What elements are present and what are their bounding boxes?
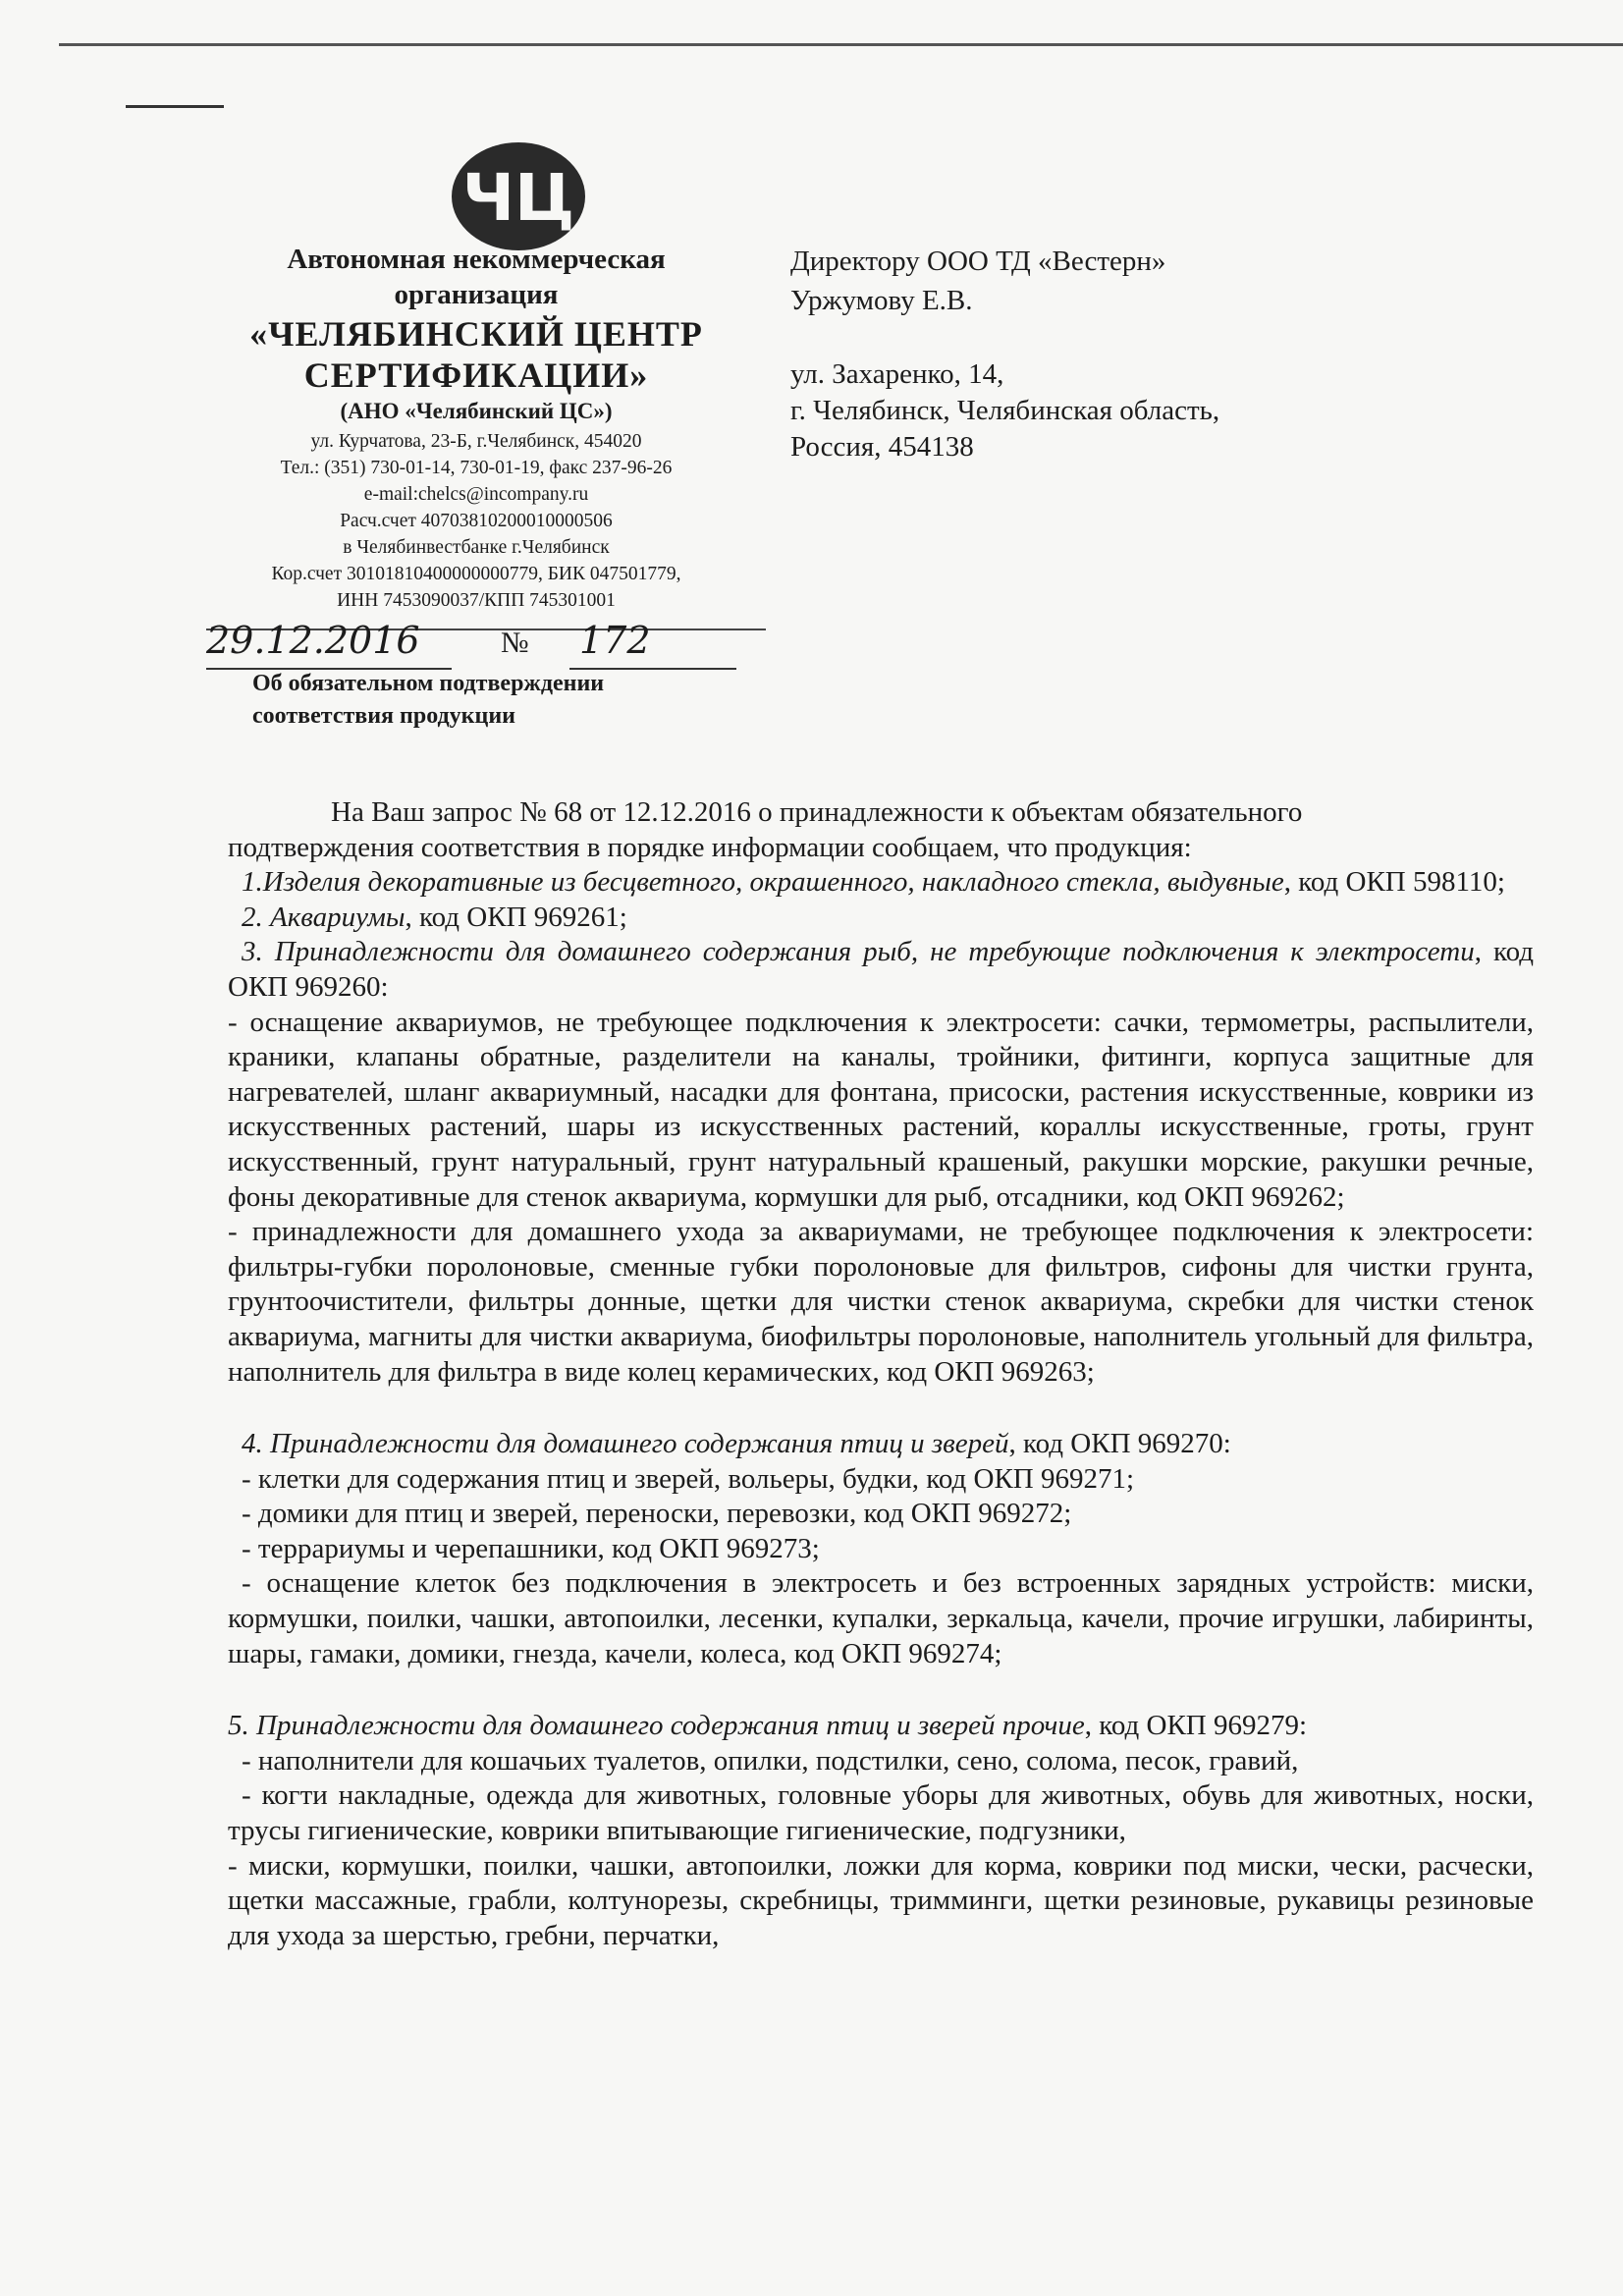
item-3-code: , код ОКП 969260: — [228, 936, 1534, 1003]
logo-text: ЧЦ — [461, 160, 575, 236]
chcs-logo-icon — [448, 137, 590, 255]
addressee-address — [790, 356, 1219, 465]
item-1-title: 1.Изделия декоративные из бесцветного, окрашенного, накладного стекла, выдувные — [242, 866, 1284, 899]
org-account: Расч.счет 40703810200010000506 — [340, 511, 613, 531]
addressee-street: ул. Захаренко, 14, — [790, 358, 1004, 390]
addressee-name: Уржумову Е.В. — [790, 285, 973, 316]
paragraph-gap — [228, 1671, 1534, 1709]
org-type-line1: Автономная некоммерческая — [287, 244, 666, 275]
item-4-sub-2: - домики для птиц и зверей, переноски, перевозки, код ОКП 969272; — [242, 1498, 1072, 1530]
item-5-code: , код ОКП 969279: — [1084, 1710, 1308, 1742]
addressee-city: г. Челябинск, Челябинская область, — [790, 395, 1220, 426]
item-4-sub-3: - террариумы и черепашники, код ОКП 969273; — [242, 1532, 820, 1564]
org-corr-account: Кор.счет 30101810400000000779, БИК 047501779, — [271, 564, 681, 584]
letter-number: 172 — [579, 619, 651, 662]
letter-subject — [252, 668, 604, 733]
org-inn: ИНН 7453090037/КПП 745301001 — [337, 590, 616, 611]
org-address: ул. Курчатова, 23-Б, г.Челябинск, 454020 — [310, 431, 642, 452]
addressee-position: Директору ООО ТД «Вестерн» — [790, 246, 1166, 277]
org-bank: в Челябинвестбанке г.Челябинск — [343, 537, 610, 558]
item-1-code: , код ОКП 598110; — [1283, 866, 1505, 899]
org-name-line2: СЕРТИФИКАЦИИ» — [303, 355, 649, 395]
item-3-title: 3. Принадлежности для домашнего содержания рыб, не требующие подключения к электросети — [242, 936, 1475, 968]
margin-dash — [126, 105, 224, 108]
subject-line2: соответствия продукции — [252, 703, 515, 729]
org-type-line2: организация — [394, 279, 559, 310]
addressee-country: Россия, 454138 — [790, 431, 974, 463]
item-2-title: 2. Аквариумы — [242, 901, 406, 933]
item-3-sub-2: - принадлежности для домашнего ухода за аквариумами, не требующее подключения к электросети: фильтры-губки поролоновые, сменные губки поролоновые для фильтров, сифоны для чистки грунта, грунтоочистители, фильтры донные, щетки для чистки стенок аквариума, скребки для чистки стенок аквариума, магниты для чистки аквариума, биофильтры поролоновые, наполнитель угольный для фильтра, наполнитель для фильтра в виде колец керамических, код ОКП 969263; — [228, 1216, 1534, 1388]
item-4-sub-4: - оснащение клеток без подключения в электросеть и без встроенных зарядных устройств: миски, кормушки, поилки, чашки, автопоилки, лесенки, купалки, зеркальца, качели, прочие игрушки, лабиринты, шары, гамаки, домики, гнезда, качели, колеса, код ОКП 969274; — [228, 1567, 1534, 1669]
scan-top-edge — [59, 43, 1623, 46]
subject-line1: Об обязательном подтверждении — [252, 671, 605, 696]
item-4-sub-1: - клетки для содержания птиц и зверей, вольеры, будки, код ОКП 969271; — [242, 1462, 1135, 1495]
letter-body — [228, 795, 1534, 1953]
org-email: e-mail:chelcs@incompany.ru — [363, 484, 589, 505]
item-5-title: 5. Принадлежности для домашнего содержания птиц и зверей прочие — [228, 1710, 1085, 1742]
paragraph-gap — [228, 1390, 1534, 1427]
item-5-sub-1: - наполнители для кошачьих туалетов, опилки, подстилки, сено, солома, песок, гравий, — [242, 1744, 1299, 1777]
org-name-line1: «ЧЕЛЯБИНСКИЙ ЦЕНТР — [249, 314, 703, 354]
org-short-name: (АНО «Челябинский ЦС») — [340, 399, 613, 423]
org-phone: Тел.: (351) 730-01-14, 730-01-19, факс 237-96-26 — [280, 458, 673, 478]
item-3-sub-1: - оснащение аквариумов, не требующее подключения к электросети: сачки, термометры, распылители, краники, клапаны обратные, разделители на каналы, тройники, фитинги, корпуса защитные для нагревателей, шланг аквариумный, насадки для фонтана, присоски, растения искусственные, коврики из искусственных растений, шары из искусственных растений, кораллы искусственные, гроты, грунт искусственный, грунт натуральный, грунт натуральный крашеный, ракушки морские, ракушки речные, фоны декоративные для стенок аквариума, кормушки для рыб, отсадники, код ОКП 969262; — [228, 1006, 1534, 1213]
item-5-sub-2: - когти накладные, одежда для животных, головные уборы для животных, обувь для животных, носки, трусы гигиенические, коврики впитывающие гигиенические, подгузники, — [228, 1779, 1534, 1847]
letter-date: 29.12.2016 — [206, 619, 420, 662]
item-4-title: 4. Принадлежности для домашнего содержания птиц и зверей — [242, 1428, 1009, 1460]
addressee — [790, 242, 1165, 320]
item-2 — [228, 901, 1534, 936]
item-5 — [228, 1709, 1534, 1744]
letter-number-label: № — [501, 627, 529, 659]
intro-line2: подтверждения соответствия в порядке информации сообщаем, что продукция: — [228, 831, 1192, 863]
item-5-sub-3: - миски, кормушки, поилки, чашки, автопоилки, ложки для корма, коврики под миски, чески, расчески, щетки массажные, грабли, колтунорезы, скребницы, тримминги, щетки резиновые, рукавицы резиновые для ухода за шерстью, гребни, перчатки, — [228, 1849, 1534, 1951]
item-4 — [228, 1427, 1534, 1462]
item-1 — [228, 865, 1534, 901]
item-2-code: , код ОКП 969261; — [405, 901, 627, 933]
item-4-code: , код ОКП 969270: — [1008, 1428, 1231, 1460]
item-3 — [228, 935, 1534, 1005]
intro-line1: На Ваш запрос № 68 от 12.12.2016 о принадлежности к объектам обязательного — [331, 796, 1303, 828]
